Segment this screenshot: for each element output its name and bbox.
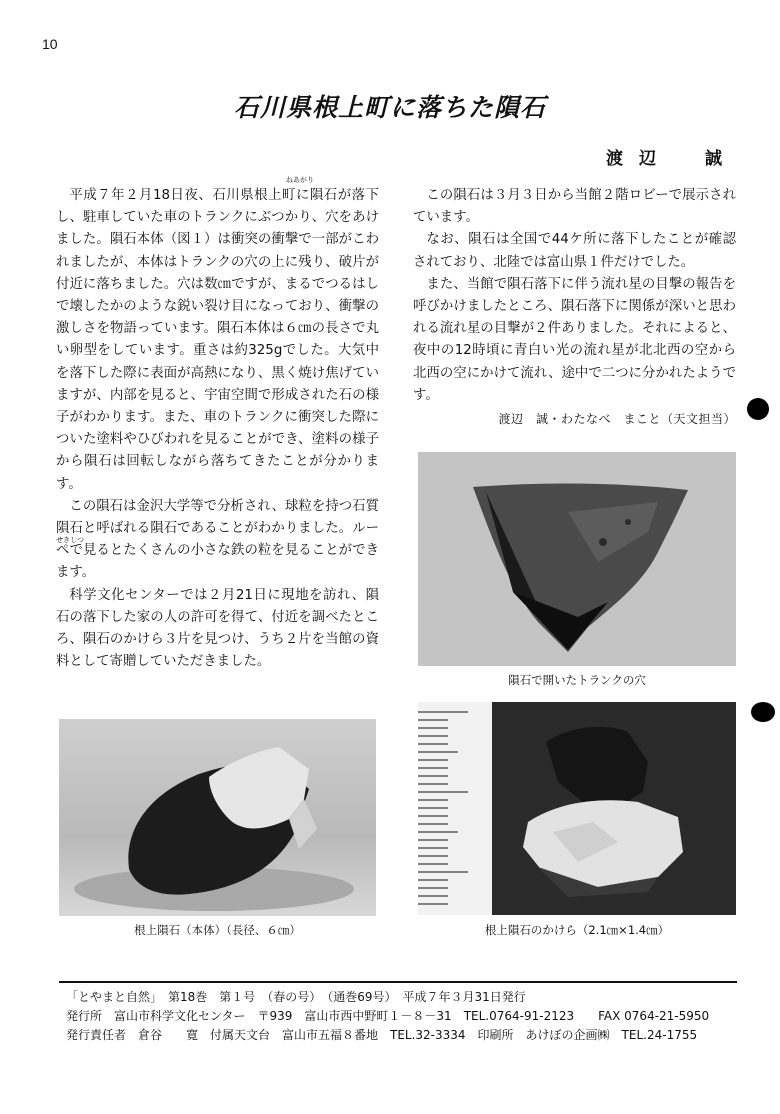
trunk-hole-photo (418, 452, 736, 666)
paragraph: この隕石は３月３日から当館２階ロビーで展示されています。 (413, 188, 736, 226)
furigana-sekishitsu: せきしつ (56, 536, 84, 544)
meteorite-fragment-photo (418, 702, 736, 915)
trunk-hole-caption: 隕石で開いたトランクの穴 (508, 673, 646, 687)
colophon-line: 発行所 富山市科学文化センター 〒939 富山市西中野町１－８－31 TEL.0764-91-2123 FAX 0764-21-5950 (66, 1009, 710, 1023)
meteorite-main-photo (59, 719, 376, 916)
paragraph: なお、隕石は全国で44ケ所に落下したことが確認されており、北陸では富山県１件だけでした。 (413, 232, 736, 270)
footer-divider (59, 981, 737, 983)
article-title: 石川県根上町に落ちた隕石 (233, 93, 546, 122)
author-name: 渡辺 誠 (606, 149, 738, 169)
meteorite-fragment-caption: 根上隕石のかけら（2.1㎝×1.4㎝） (484, 923, 670, 937)
bullet-mark (747, 398, 769, 420)
furigana-neagari: ねあがり (286, 176, 314, 184)
paragraph: この隕石は金沢大学等で分析され、球粒を持つ石質隕石と呼ばれる隕石であることがわかりました。ルーペで見るとたくさんの小さな鉄の粒を見ることができます。 (56, 498, 379, 581)
left-column (56, 185, 379, 673)
colophon-line: 「とやまと自然」 第18巻 第１号 （春の号） （通巻69号） 平成７年３月31日発行 (66, 990, 526, 1004)
bullet-mark (751, 702, 775, 722)
paragraph: 科学文化センターでは２月21日に現地を訪れ、隕石の落下した家の人の許可を得て、付近を調べたところ、隕石のかけら３片を見つけ、うち２片を当館の資料として寄贈していただきました。 (56, 587, 379, 670)
colophon-line: 発行責任者 倉谷 寛 付属天文台 富山市五福８番地 TEL.32-3334 印刷所 あけぼの企画㈱ TEL.24-1755 (66, 1028, 698, 1042)
colophon (66, 988, 709, 1045)
paragraph: 平成７年２月18日夜、石川県根上町に隕石が落下し、駐車していた車のトランクにぶつかり、穴をあけました。隕石本体（図１）は衝突の衝撃で一部がこわれましたが、本体はトランクの穴の上に残り、破片が付近に落ちました。穴は数㎝ですが、まるでつるはしで壊したかのような鋭い裂け目になっており、衝撃の激しさを物語っています。隕石本体は６㎝の長さで丸い卵型をしています。重さは約325gでした。大気中を落下した際に表面が高熱になり、黒く焼け焦げていますが、内部を見ると、宇宙空間で形成された石の様子がわかります。また、車のトランクに衝突した際についた塗料やひびわれを見ることができ、塗料の様子から隕石は回転しながら落ちてきたことが分かります。 (56, 188, 379, 492)
paragraph: また、当館で隕石落下に伴う流れ星の目撃の報告を呼びかけましたところ、隕石落下に関係が深いと思われる流れ星の目撃が２件ありました。それによると、夜中の12時頃に青白い光の流れ星が北北西の空から北西の空にかけて流れ、途中で二つに分かれたようです。 (413, 276, 736, 403)
right-column (413, 185, 736, 430)
meteorite-main-caption: 根上隕石（本体）（長径、６㎝） (134, 923, 301, 937)
page-number: 10 (42, 36, 58, 52)
author-byline: 渡辺 誠・わたなべ まこと（天文担当） (498, 412, 736, 427)
